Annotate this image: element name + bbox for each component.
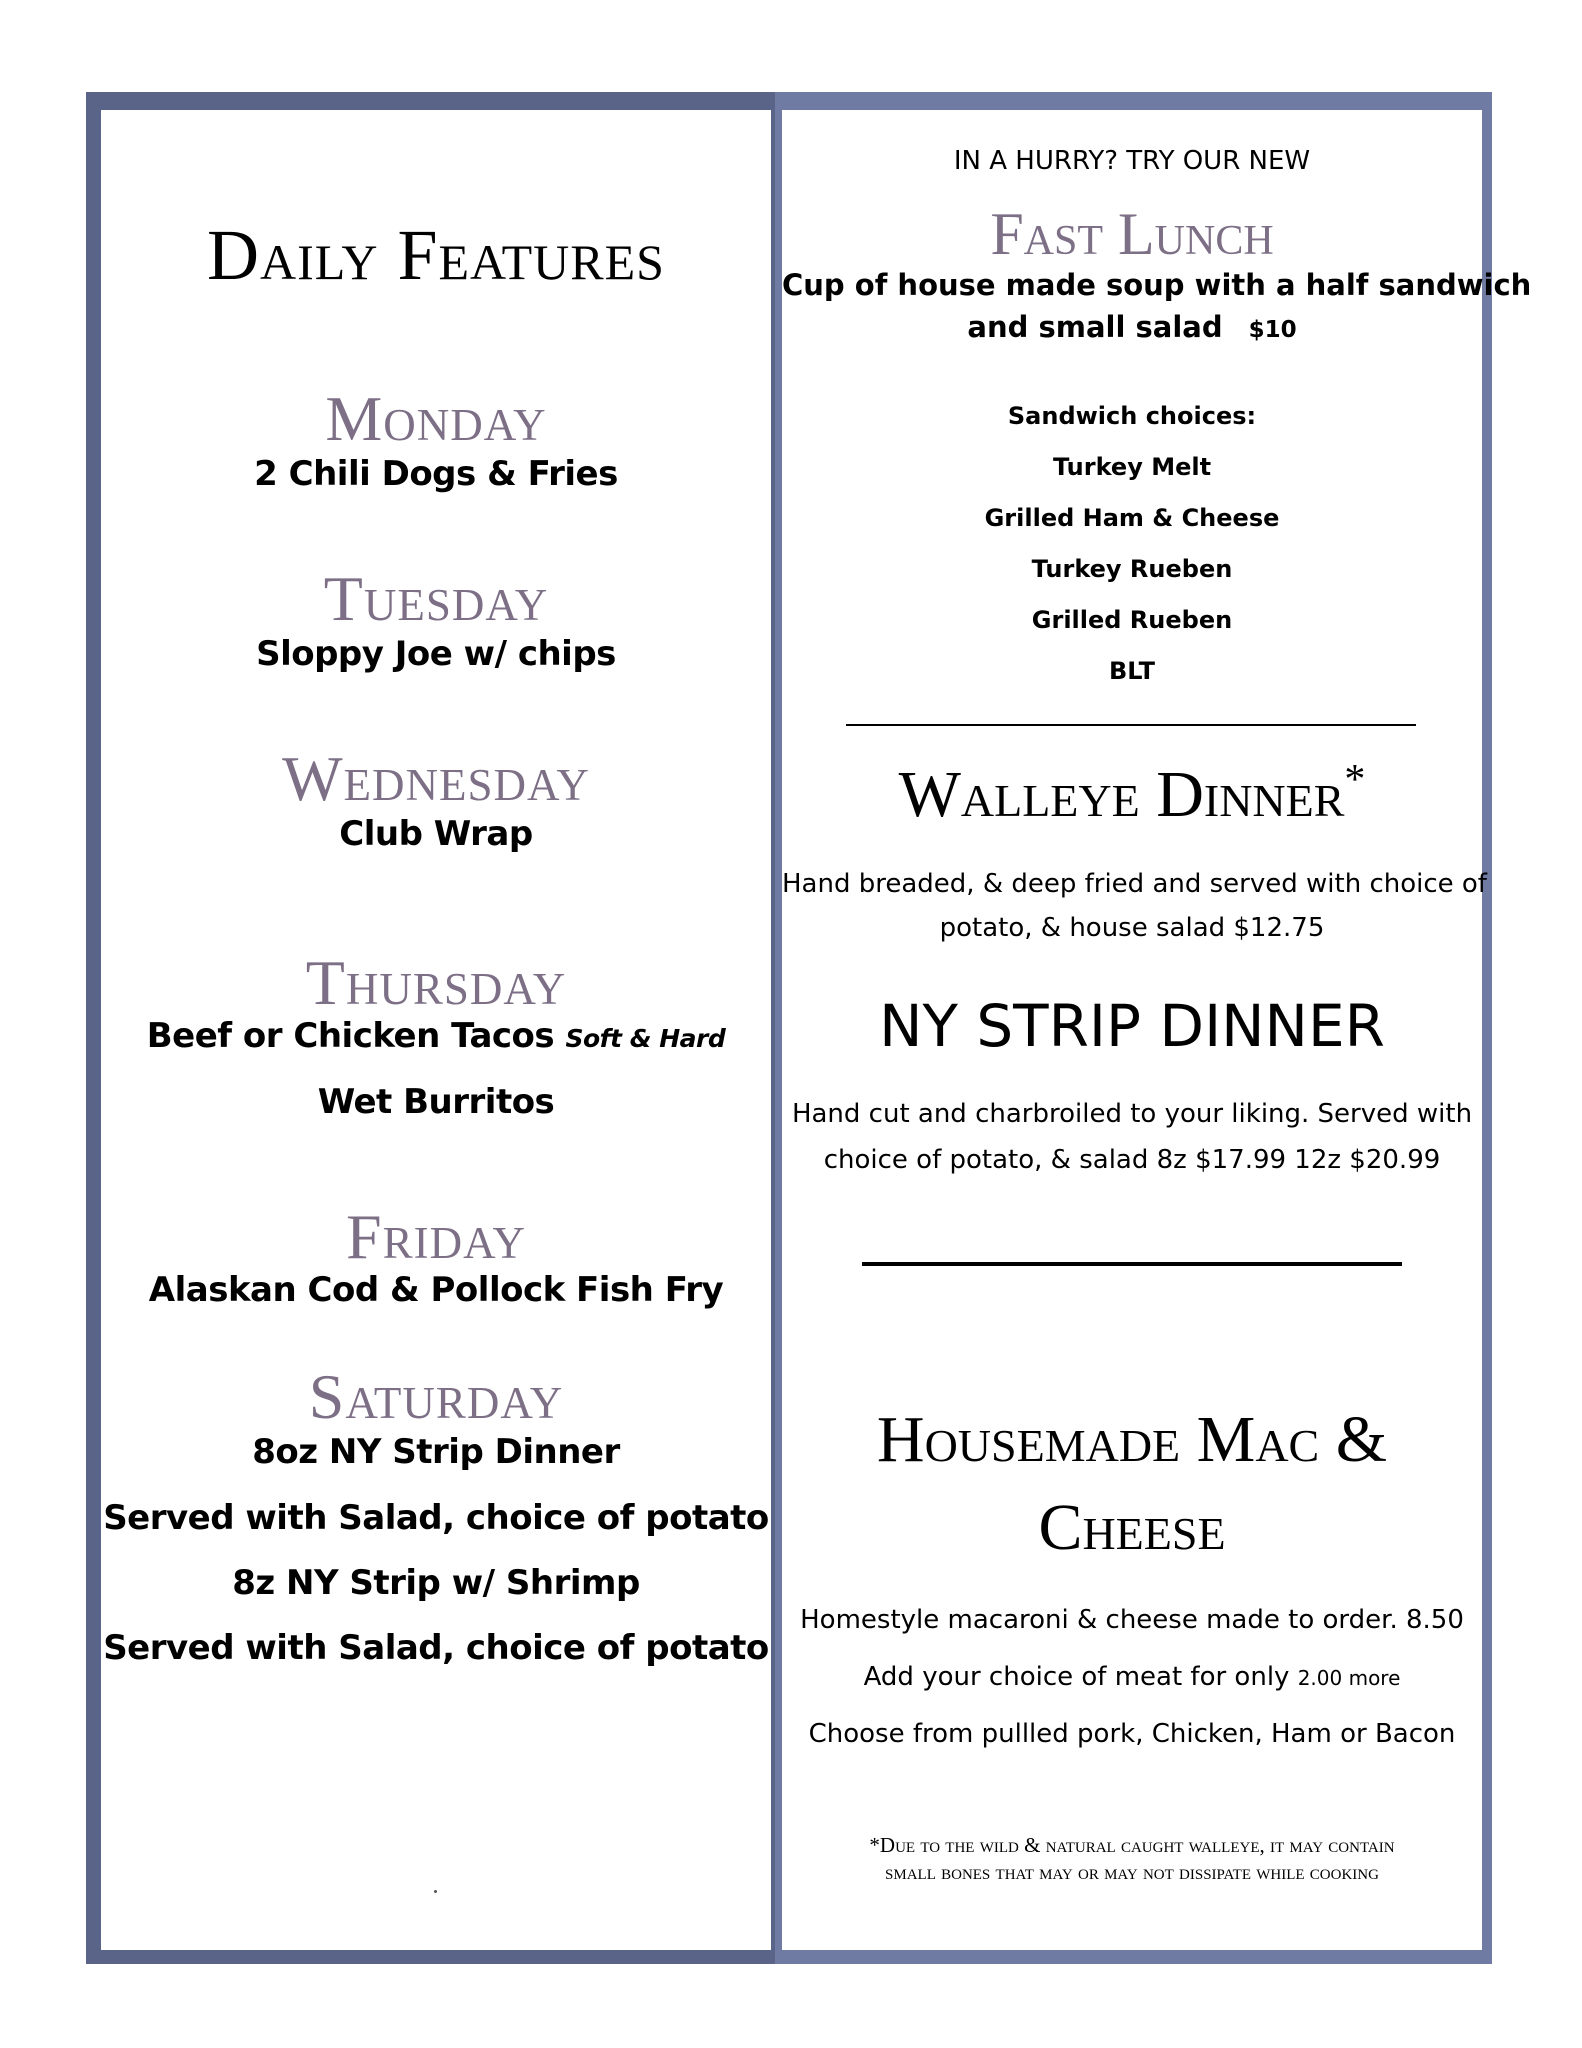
thursday-item-tacos <box>101 1016 771 1056</box>
walleye-desc-1: Hand breaded, & deep fried and served with choice of <box>782 869 1487 899</box>
strip-desc-1: Hand cut and charbroiled to your liking. Served with <box>791 1099 1473 1129</box>
footnote-1: *Due to the wild & natural caught walleye, it may contain <box>869 1833 1395 1857</box>
mac-desc-2 <box>782 1655 1482 1700</box>
fast-lunch-desc-1: Cup of house made soup with a half sandwich <box>782 268 1532 302</box>
day-thursday: Thursday <box>305 947 567 1018</box>
wednesday-item: Club Wrap <box>339 814 533 854</box>
tacos-note: Soft & Hard <box>565 1024 726 1053</box>
divider-1 <box>846 724 1416 726</box>
saturday-item-3: 8z NY Strip w/ Shrimp <box>232 1563 640 1603</box>
fast-lunch-price: $10 <box>1248 317 1297 343</box>
saturday-item-2: Served with Salad, choice of potato <box>103 1498 769 1538</box>
walleye-title-text: Walleye Dinner <box>898 758 1345 831</box>
day-monday: Monday <box>325 383 547 454</box>
strip-desc-2: choice of potato, & salad 8z $17.99 12z $20.99 <box>823 1145 1441 1175</box>
sandwich-choice: Grilled Ham & Cheese <box>984 504 1280 532</box>
sandwich-choice: Turkey Rueben <box>1031 555 1233 583</box>
specials-panel <box>782 110 1532 1950</box>
walleye-title <box>782 756 1482 833</box>
tuesday-item: Sloppy Joe w/ chips <box>256 634 616 674</box>
stray-dot <box>434 1890 437 1893</box>
saturday-item-1: 8oz NY Strip Dinner <box>252 1432 620 1472</box>
sandwich-choices-label: Sandwich choices: <box>1007 402 1257 430</box>
fast-lunch-title: Fast Lunch <box>990 201 1274 267</box>
saturday-item-4: Served with Salad, choice of potato <box>103 1628 769 1668</box>
mac-desc-2-text: Add your choice of meat for only <box>863 1662 1298 1692</box>
daily-features-panel <box>101 110 771 1950</box>
mac-desc-2-small: 2.00 more <box>1297 1666 1401 1690</box>
sandwich-choice: Turkey Melt <box>1052 453 1212 481</box>
strip-title: NY STRIP DINNER <box>879 992 1385 1060</box>
sandwich-choice: Grilled Rueben <box>1031 606 1233 634</box>
day-friday: Friday <box>346 1201 526 1272</box>
mac-desc-3: Choose from pullled pork, Chicken, Ham or Bacon <box>808 1719 1456 1749</box>
daily-features-title: Daily Features <box>207 215 665 295</box>
fast-lunch-intro: IN A HURRY? TRY OUR NEW <box>953 146 1311 176</box>
sandwich-choice: BLT <box>1109 657 1155 685</box>
day-tuesday: Tuesday <box>323 563 549 634</box>
thursday-item-burritos: Wet Burritos <box>317 1082 555 1122</box>
mac-title-1: Housemade Mac & <box>876 1403 1388 1476</box>
mac-desc-1: Homestyle macaroni & cheese made to order. 8.50 <box>800 1605 1464 1635</box>
fast-lunch-desc-2 <box>782 310 1482 344</box>
friday-item: Alaskan Cod & Pollock Fish Fry <box>148 1270 724 1310</box>
walleye-asterisk: * <box>1344 757 1366 803</box>
footnote-2: small bones that may or may not dissipate while cooking <box>885 1860 1379 1884</box>
divider-2 <box>862 1262 1402 1266</box>
monday-item: 2 Chili Dogs & Fries <box>254 454 618 494</box>
walleye-desc-2: potato, & house salad $12.75 <box>939 913 1325 943</box>
mac-title-2: Cheese <box>1038 1491 1226 1564</box>
day-saturday: Saturday <box>308 1361 564 1432</box>
day-wednesday: Wednesday <box>282 743 590 814</box>
fast-lunch-desc-2-text: and small salad <box>967 310 1223 344</box>
tacos-label: Beef or Chicken Tacos <box>146 1016 555 1056</box>
